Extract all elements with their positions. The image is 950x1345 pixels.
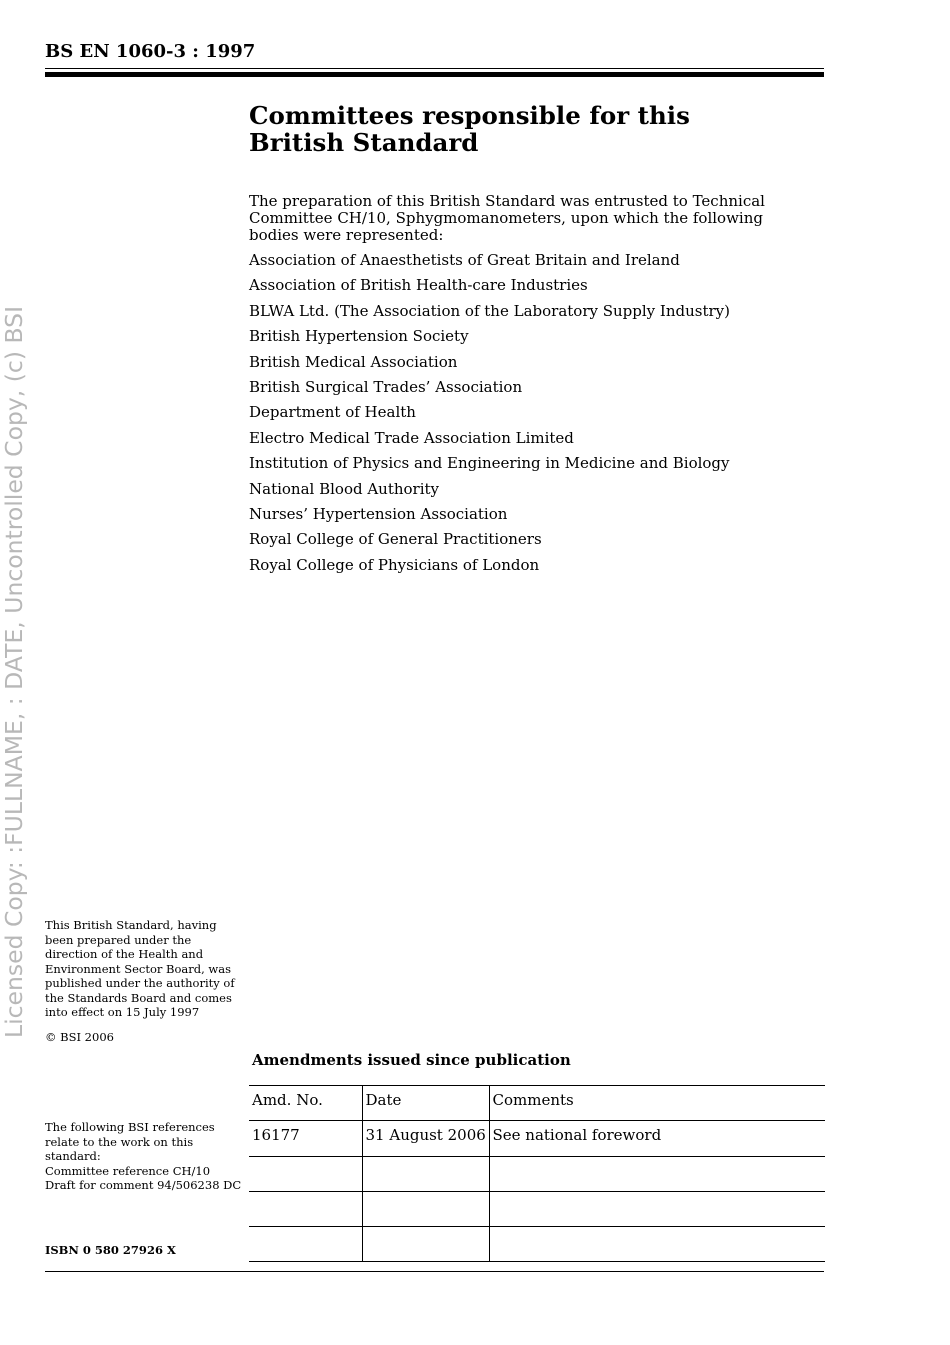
cell-date bbox=[362, 1227, 489, 1262]
body-item: Institution of Physics and Engineering in Medicine and Biology bbox=[249, 454, 730, 473]
standard-id: BS EN 1060-3 : 1997 bbox=[45, 41, 256, 62]
cell-comments bbox=[489, 1227, 825, 1262]
header-comments: Comments bbox=[489, 1086, 825, 1121]
table-row bbox=[249, 1156, 825, 1191]
title-line-1: Committees responsible for this bbox=[249, 101, 690, 130]
body-item: Royal College of Physicians of London bbox=[249, 555, 540, 574]
isbn: ISBN 0 580 27926 X bbox=[45, 1243, 176, 1257]
cell-amd-no: 16177 bbox=[249, 1121, 362, 1156]
references-intro: The following BSI references relate to the work on this standard: bbox=[45, 1120, 215, 1163]
table-row bbox=[249, 1227, 825, 1262]
cell-amd-no bbox=[249, 1191, 362, 1226]
footer-rule bbox=[45, 1271, 824, 1272]
cell-amd-no bbox=[249, 1156, 362, 1191]
cell-amd-no bbox=[249, 1227, 362, 1262]
body-item: Association of Anaesthetists of Great Britain and Ireland bbox=[249, 251, 680, 269]
header-rule-thick bbox=[45, 72, 824, 77]
header-date: Date bbox=[362, 1086, 489, 1121]
page-title bbox=[249, 102, 690, 156]
cell-date bbox=[362, 1191, 489, 1226]
body-item: Royal College of General Practitioners bbox=[249, 530, 542, 549]
body-item: British Medical Association bbox=[249, 352, 458, 371]
title-line-2: British Standard bbox=[249, 128, 479, 157]
cell-comments: See national foreword bbox=[489, 1121, 825, 1156]
body-item: British Surgical Trades’ Association bbox=[249, 377, 523, 396]
committee-reference: Committee reference CH/10 bbox=[45, 1163, 211, 1178]
table-row bbox=[249, 1191, 825, 1226]
table-header-row bbox=[249, 1086, 825, 1121]
cell-date: 31 August 2006 bbox=[362, 1121, 489, 1156]
represented-bodies-list bbox=[249, 251, 730, 581]
header-rule-thin bbox=[45, 68, 824, 69]
table-row bbox=[249, 1121, 825, 1156]
cell-date bbox=[362, 1156, 489, 1191]
body-item: BLWA Ltd. (The Association of the Laboratory Supply Industry) bbox=[249, 301, 730, 320]
body-item: Electro Medical Trade Association Limited bbox=[249, 428, 574, 447]
publication-note: This British Standard, having been prepared under the direction of the Health and Environment Sector Board, was published under the authority of the Standards Board and comes into effect on 15 July 1997 bbox=[45, 918, 235, 1019]
draft-reference: Draft for comment 94/506238 DC bbox=[45, 1178, 242, 1192]
body-item: Association of British Health-care Industries bbox=[249, 276, 588, 295]
amendments-table bbox=[249, 1085, 825, 1262]
copyright-notice: © BSI 2006 bbox=[45, 1030, 114, 1044]
license-watermark: Licensed Copy: :FULLNAME, : DATE, Uncontrolled Copy, (c) BSI bbox=[0, 305, 28, 1039]
body-item: British Hypertension Society bbox=[249, 327, 469, 346]
body-item: Department of Health bbox=[249, 403, 416, 422]
cell-comments bbox=[489, 1156, 825, 1191]
amendments-title: Amendments issued since publication bbox=[252, 1051, 571, 1069]
cell-comments bbox=[489, 1191, 825, 1226]
header-amd-no: Amd. No. bbox=[249, 1086, 362, 1121]
body-item: National Blood Authority bbox=[249, 479, 440, 498]
committee-intro: The preparation of this British Standard was entrusted to Technical Committee CH/10, Sphygmomanometers, upon which the following bodies were represented: bbox=[249, 192, 765, 244]
bsi-references bbox=[45, 1120, 250, 1193]
body-item: Nurses’ Hypertension Association bbox=[249, 504, 508, 523]
